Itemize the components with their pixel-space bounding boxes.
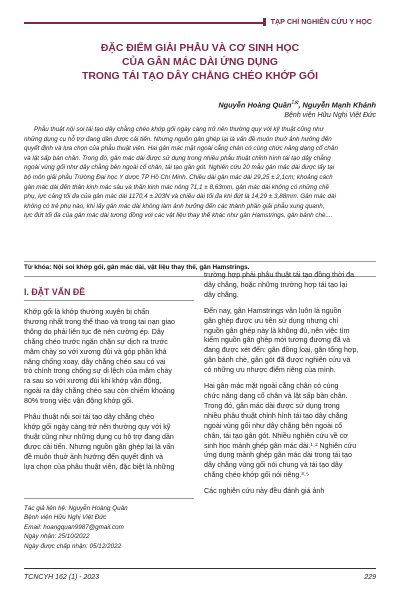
body-line: khớp gối ngày càng trở nên thường quy với kỹ <box>24 422 171 431</box>
body-line: mâm chày so với xương đùi và góp phần khả <box>24 347 167 356</box>
affiliation: Bệnh viện Hữu Nghị Việt Đức <box>284 112 376 119</box>
abstract-line: gân mác dài đến thân kinh mác sâu và thần kinh mác nông 71,1 ± 8,63mm, gân mác dài không có những chẽ <box>24 183 329 191</box>
body-line: gân ghép được ưu tiên sử dụng nhưng chỉ <box>204 316 339 325</box>
abstract-line: và lật sấp bàn chân. Trong đó, gân mác dài được sử dụng trong nhiều phẫu thuật chỉnh hình tái tạo dây chằng <box>24 154 331 162</box>
author-info <box>24 504 194 551</box>
section-heading-rule <box>24 300 194 301</box>
body-line: đề muôn thuở ảnh hưởng đến quyết định và <box>24 452 164 461</box>
body-line: Phẫu thuật nội soi tái tạo dây chằng chéo <box>24 413 155 422</box>
author-mark: 1⊠ <box>291 100 299 106</box>
body-line: nhiều phẫu thuật chỉnh hình tái tạo dây chằng <box>204 411 348 420</box>
journal-section-tag: TẠP CHÍ NGHIÊN CỨU Y HỌC <box>263 15 376 29</box>
abstract-line: không có trẻ phụ nào, khi lấy gân mác dài không làm ảnh hưởng đến các thành phần giải phẫu xung quanh, <box>24 202 325 210</box>
body-line: Khớp gối là khớp thường xuyên bị chấn <box>24 308 150 316</box>
author-secondary: , Nguyễn Mạnh Khánh <box>298 100 376 110</box>
body-line: chức năng dạng cổ chân và lật sấp bàn chân. <box>204 391 348 400</box>
body-line: Đến nay, gân Hamstrings vẫn luôn là nguồn <box>204 306 342 315</box>
body-line: đang được xét đến: gân đồng loại, gân tổng hợp, <box>204 346 359 355</box>
journal-issue: TCNCYH 162 (1) - 2023 <box>24 574 100 581</box>
abstract-line: bộ môn giải phẫu Trường Đại học Y dược TP Hồ Chí Minh. Chiều dài gân mác dài 29,25 ± 2,1cm; khoảng cách <box>24 173 333 181</box>
body-line: trò chính trong chống sự di lệch của mâm chày <box>24 367 172 376</box>
article-title <box>24 42 376 83</box>
body-line: Hai gân mác mặt ngoài cẳng chân có cùng <box>204 382 339 391</box>
section-heading: I. ĐẶT VẤN ĐỀ <box>24 287 86 297</box>
abstract-line: Phẫu thuật nội soi tái tạo dây chằng chéo khớp gối ngày càng trở nên thường quy với kỹ thuật cũng như <box>34 126 324 133</box>
body-line: thương nhất trong thể thao và trong tai nạn giao <box>24 317 175 326</box>
body-line: năng chống xoay, dây chằng chéo sau có vai <box>24 357 166 366</box>
body-line: chân, tái tạo gân gót. Nhiều nghiên cứu về cơ <box>204 431 348 440</box>
author-info-line: Email: hoangquan9987@gmail.com <box>24 523 124 531</box>
body-line: ra sau so với xương đùi khi khớp vận động, <box>24 377 162 386</box>
body-line: ứng dụng mảnh ghép gân mác dài trong tái tạo <box>204 451 352 460</box>
body-line: thuật cũng như những dụng cụ hỗ trợ đang dần <box>24 432 174 441</box>
body-line: trường hợp phải phẫu thuật tái tạo đồng thời đa <box>204 271 355 279</box>
body-line: thông do phải liên tục đè nén cường ép. Dây <box>24 327 165 336</box>
abstract-line: ngoài vùng gối như dây chằng bên ngoài cổ chân, tái tạo gân gót. Nghiên cứu 20 mẫu gân mác dài được lấy tại <box>24 164 335 172</box>
abstract-line: những dụng cụ hỗ trợ đang dần được cải tiến. Nhưng nguồn gân ghép lại là vấn đề muôn thuở ảnh hưởng đến <box>24 135 332 143</box>
body-line: sinh học mảnh ghép gân mác dài.¹·² Nghiên cứu <box>204 441 357 450</box>
author-info-rule <box>24 498 194 499</box>
abstract-line: lực đứt tối đa của gân mác dài tương đồng với các vật liệu thay thế khác như gân Hamstrings, gân bánh chè.... <box>24 212 333 220</box>
author-info-line: Tác giả liên hệ: Nguyễn Hoàng Quân <box>24 505 128 512</box>
title-line: TRONG TÁI TẠO DÂY CHẰNG CHÉO KHỚP GỐI <box>82 70 318 82</box>
page-number: 229 <box>364 574 376 581</box>
body-line: dây chằng vùng gối nói chung và tái tạo dây <box>204 461 343 470</box>
body-line: chằng chéo khớp gối nói riêng.³·⁵ <box>204 471 309 480</box>
body-line: Các nghiên cứu này đều đánh giá ảnh <box>204 487 325 496</box>
body-line: được cải tiến. Nhưng nguồn gân ghép lại là vấn <box>24 442 175 451</box>
body-line: Trong đó, gân mác dài được sử dụng trong <box>204 401 340 410</box>
title-line: CỦA GÂN MÁC DÀI ỨNG DỤNG <box>121 56 278 68</box>
body-line: lựa chọn của phẫu thuật viên, đặc biệt là những <box>24 462 175 471</box>
body-line: kiếm nguồn gân ghép mới tương đương đã và <box>204 336 351 345</box>
body-line: 80% trong việc vận động khớp gối. <box>24 397 134 406</box>
body-line: ngoài ra dây chằng chéo sau còn chiếm khoảng <box>24 387 175 396</box>
keywords-top-rule <box>24 261 376 262</box>
abstract-line: phụ, lực căng tối đa của gân mác dài 1170,4 ± 203N và chiều dài tối đa khi đứt là 14,29 ± 3,88mm. Gân mác dài <box>24 193 336 201</box>
authors <box>218 100 376 109</box>
author-info-line: Ngày được chấp nhận: 05/12/2022 <box>24 542 122 550</box>
body-line: dây chằng, hoặc những trường hợp tái tạo lại <box>204 280 348 289</box>
body-line: ngoài vùng gối như dây chằng bên ngoài cổ <box>204 421 343 430</box>
abstract <box>24 125 376 221</box>
body-line: dây chằng. <box>204 290 239 299</box>
body-line: có những ưu nhược điểm riêng của mình. <box>204 366 336 375</box>
body-line: gân bánh chè, gân gót đã được nghiên cứu và <box>204 356 351 365</box>
author-info-line: Ngày nhận: 25/10/2022 <box>24 533 90 541</box>
author-info-line: Bệnh viện Hữu Nghị Việt Đức <box>24 514 107 522</box>
title-line: ĐẶC ĐIỂM GIẢI PHẪU VÀ CƠ SINH HỌC <box>100 43 300 54</box>
abstract-line: quyết định và lựa chọn của phẫu thuật viên. Hai gân mác mặt ngoài cẳng chân có cùng chức năng dạng cổ chân <box>24 145 338 153</box>
keywords: Từ khóa: Nội soi khớp gối, gân mác dài, vật liệu thay thế, gân Hamstrings. <box>24 264 250 271</box>
body-line: nguồn gân ghép này là không đủ, nên việc tìm <box>204 326 350 335</box>
right-column <box>204 271 376 497</box>
author-primary: Nguyễn Hoàng Quân <box>218 100 292 110</box>
body-line: chằng chéo trước ngăn chặn sự dịch ra trước <box>24 337 168 346</box>
left-column <box>24 308 194 473</box>
footer-rule <box>24 568 376 569</box>
